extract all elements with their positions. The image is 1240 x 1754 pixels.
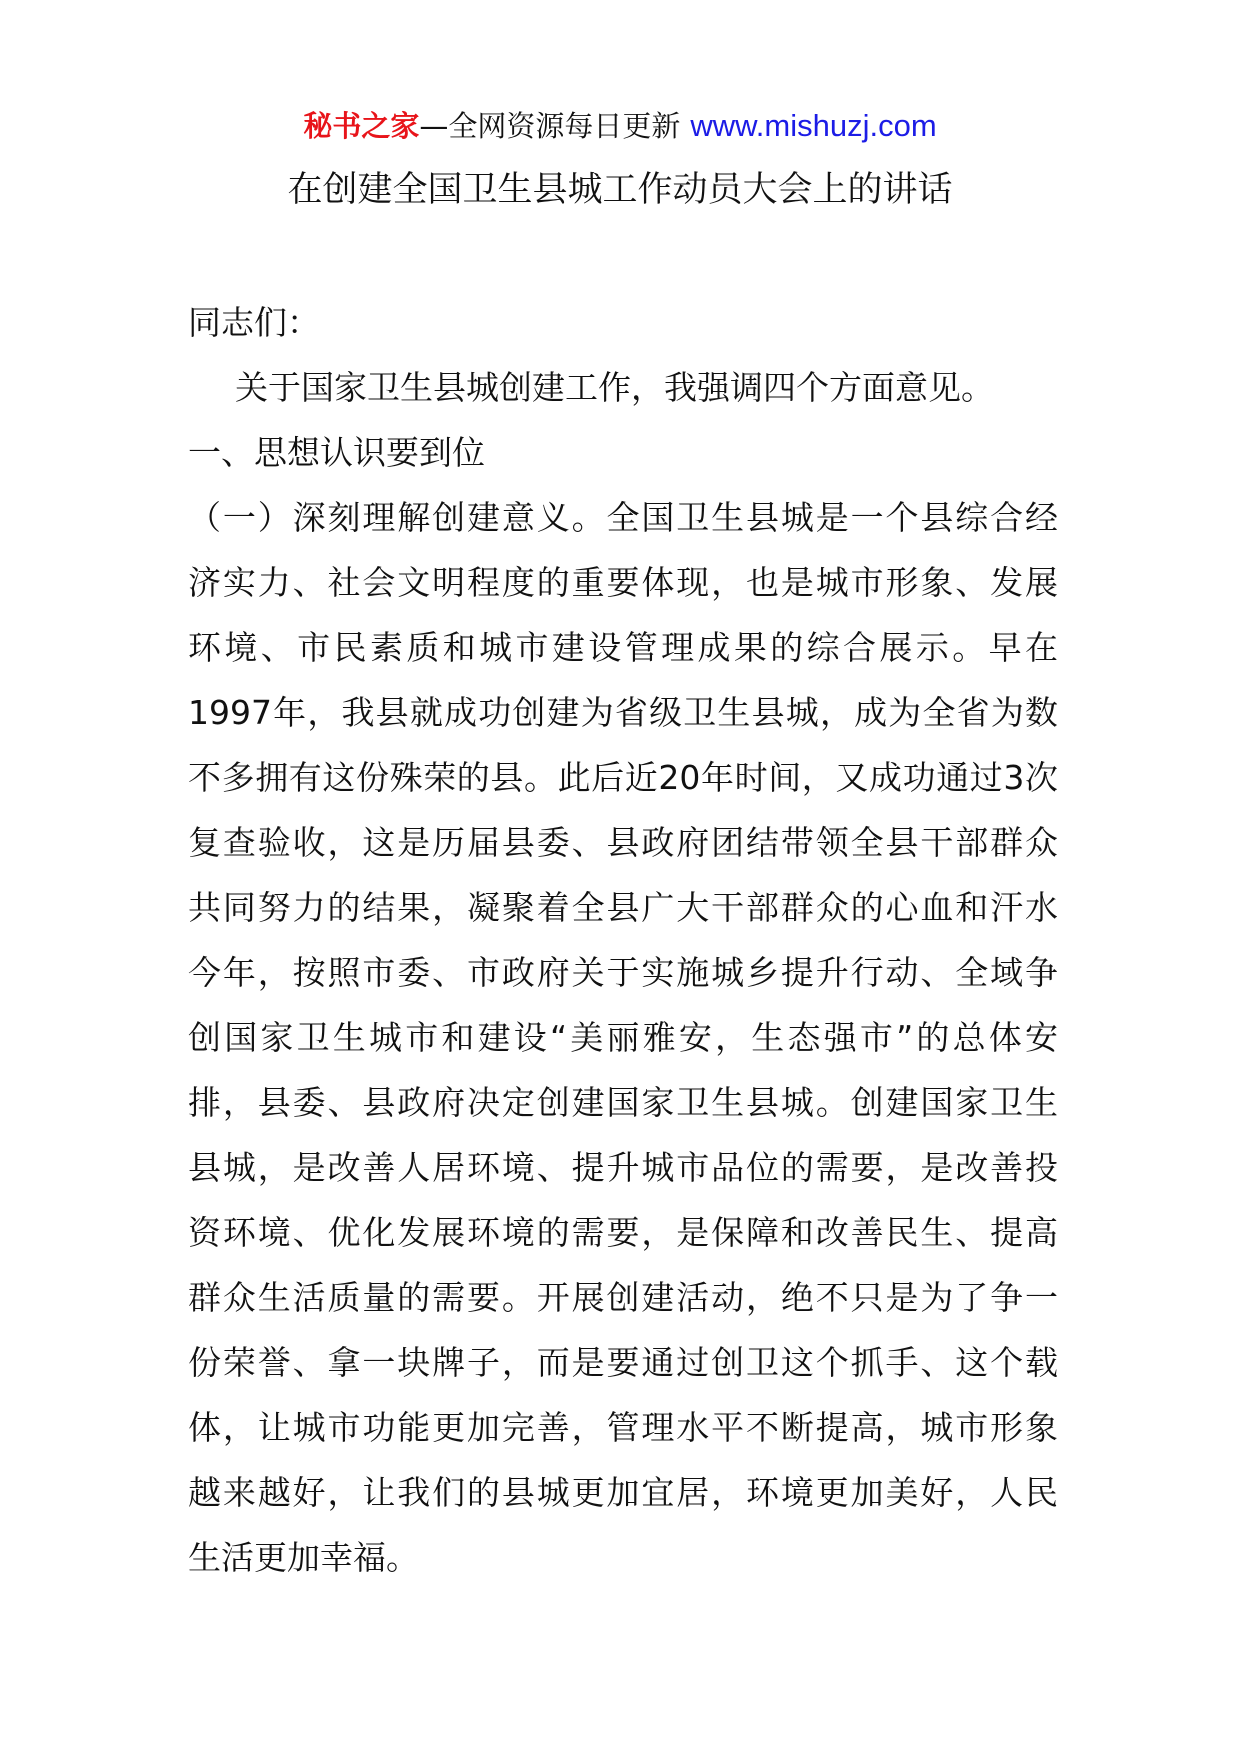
section-heading: 一、思想认识要到位 <box>188 433 485 472</box>
paragraph-line: 体，让城市功能更加完善，管理水平不断提高，城市形象 <box>188 1408 1058 1447</box>
paragraph-line: 共同努力的结果，凝聚着全县广大干部群众的心血和汗水 <box>188 888 1058 927</box>
document-body <box>188 293 1058 1593</box>
site-url-link[interactable]: www.mishuzj.com <box>690 108 937 143</box>
salutation: 同志们： <box>188 303 320 342</box>
paragraph-line: 不多拥有这份殊荣的县。此后近20年时间，又成功通过3次 <box>188 758 1058 797</box>
paragraph-line: 创国家卫生城市和建设“美丽雅安，生态强市”的总体安 <box>188 1018 1058 1057</box>
paragraph-line: 环境、市民素质和城市建设管理成果的综合展示。早在 <box>188 628 1058 667</box>
document-title: 在创建全国卫生县城工作动员大会上的讲话 <box>287 170 953 210</box>
brand-name: 秘书之家 <box>303 109 420 143</box>
paragraph-line: （一）深刻理解创建意义。全国卫生县城是一个县综合经 <box>188 498 1058 537</box>
paragraph-line: 越来越好，让我们的县城更加宜居，环境更加美好，人民 <box>188 1473 1058 1512</box>
paragraph-line: 份荣誉、拿一块牌子，而是要通过创卫这个抓手、这个载 <box>188 1343 1058 1382</box>
paragraph-line-last: 生活更加幸福。 <box>188 1538 419 1577</box>
paragraph-line: 济实力、社会文明程度的重要体现，也是城市形象、发展 <box>188 563 1058 602</box>
paragraph-line: 复查验收，这是历届县委、县政府团结带领全县干部群众 <box>188 823 1058 862</box>
paragraph-line: 群众生活质量的需要。开展创建活动，绝不只是为了争一 <box>188 1278 1058 1317</box>
header-slogan: —全网资源每日更新 <box>419 109 681 143</box>
paragraph-line: 县城，是改善人居环境、提升城市品位的需要，是改善投 <box>188 1148 1058 1187</box>
paragraph-line: 今年，按照市委、市政府关于实施城乡提升行动、全域争 <box>188 953 1058 992</box>
paragraph-line: 排，县委、县政府决定创建国家卫生县城。创建国家卫生 <box>188 1083 1058 1122</box>
site-header <box>0 104 1240 148</box>
paragraph-line: 资环境、优化发展环境的需要，是保障和改善民生、提高 <box>188 1213 1058 1252</box>
intro-paragraph: 关于国家卫生县城创建工作，我强调四个方面意见。 <box>235 368 994 407</box>
paragraph-line: 1997年，我县就成功创建为省级卫生县城，成为全省为数 <box>188 693 1058 732</box>
